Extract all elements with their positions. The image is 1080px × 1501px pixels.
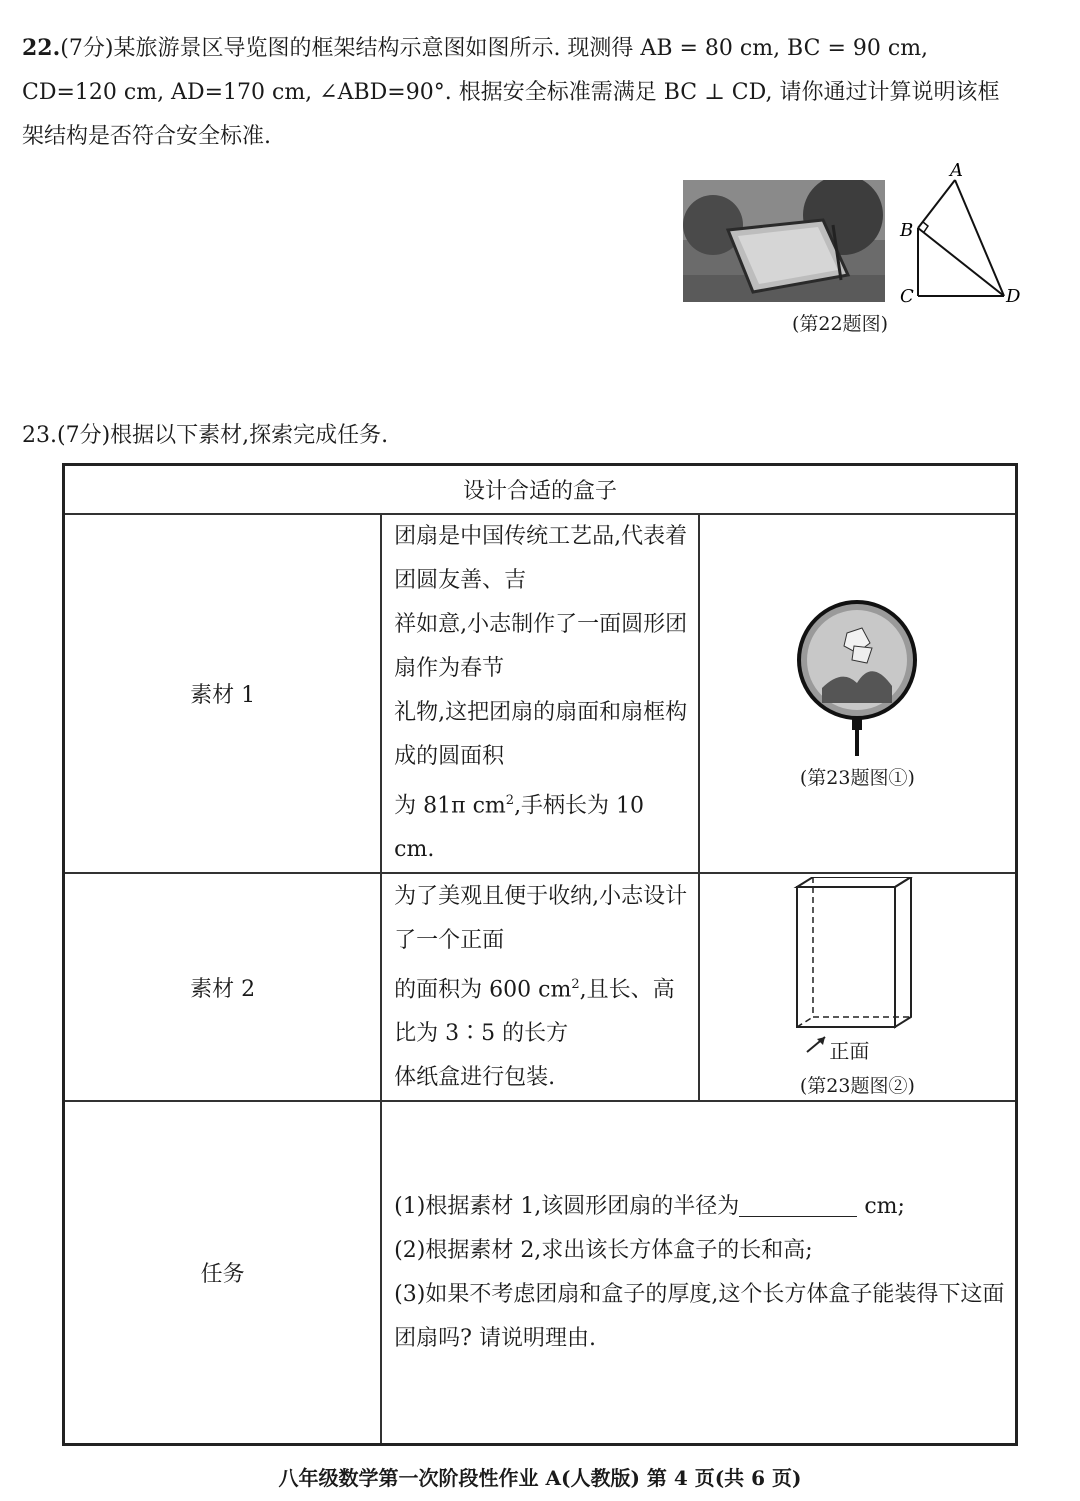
tasks-content — [381, 1101, 1016, 1444]
material-2-text: 为了美观且便于收纳,小志设计了一个正面 的面积为 600 $cm^2$,且长、高比为 3∶5 的长方 体纸盒进行包装. — [381, 873, 699, 1101]
q23-figure-2-caption: (第23题图②) — [799, 1074, 915, 1097]
material-2-label: 素材 2 — [64, 873, 382, 1101]
q22-line-3: 架结构是否符合安全标准. — [22, 124, 271, 149]
task-1: (1)根据素材 1,该圆形团扇的半径为 cm; — [394, 1185, 1005, 1229]
box-drawing — [757, 877, 957, 1053]
label-C: C — [900, 286, 914, 307]
label-B: B — [900, 220, 914, 241]
material-1-text: 团扇是中国传统工艺品,代表着团圆友善、吉 祥如意,小志制作了一面圆形团扇作为春节 礼物,这把团扇的扇面和扇框构成的圆面积 为 81π $cm^2$,手柄长为 10 cm. — [381, 514, 699, 873]
table-title: 设计合适的盒子 — [64, 465, 1017, 515]
task-3: (3)如果不考虑团扇和盒子的厚度,这个长方体盒子能装得下这面团扇吗? 请说明理由. — [394, 1281, 1005, 1351]
page-footer: 八年级数学第一次阶段性作业 A(人教版) 第 4 页(共 6 页) — [278, 1466, 802, 1490]
task-table — [62, 463, 1018, 1446]
tasks-label: 任务 — [64, 1101, 382, 1444]
round-fan-image — [792, 598, 922, 758]
q22-line-2: CD=120 cm, AD=170 cm, ∠ABD=90°. 根据安全标准需满足 BC ⊥ CD, 请你通过计算说明该框 — [22, 80, 1000, 105]
q22-figure-caption: (第22题图) — [792, 313, 889, 335]
front-face-label: 正面 — [829, 1038, 870, 1063]
material-1-figure — [699, 514, 1017, 873]
label-D: D — [1006, 286, 1021, 307]
q22-number: 22. — [22, 35, 61, 61]
task-2: (2)根据素材 2,求出该长方体盒子的长和高; — [394, 1237, 813, 1263]
scenic-sign-photo — [683, 180, 885, 302]
triangle-figure — [890, 158, 1040, 308]
q23-heading: 23.(7分)根据以下素材,探索完成任务. — [22, 423, 389, 448]
question-22 — [22, 26, 1032, 159]
label-A: A — [950, 160, 963, 181]
material-1-label: 素材 1 — [64, 514, 382, 873]
material-2-figure — [699, 873, 1017, 1101]
q23-figure-1-caption: (第23题图①) — [799, 766, 915, 789]
q22-line-1: 22.(7分)某旅游景区导览图的框架结构示意图如图所示. 现测得 AB = 80 cm, BC = 90 cm, — [22, 35, 929, 61]
answer-blank[interactable] — [739, 1190, 857, 1217]
